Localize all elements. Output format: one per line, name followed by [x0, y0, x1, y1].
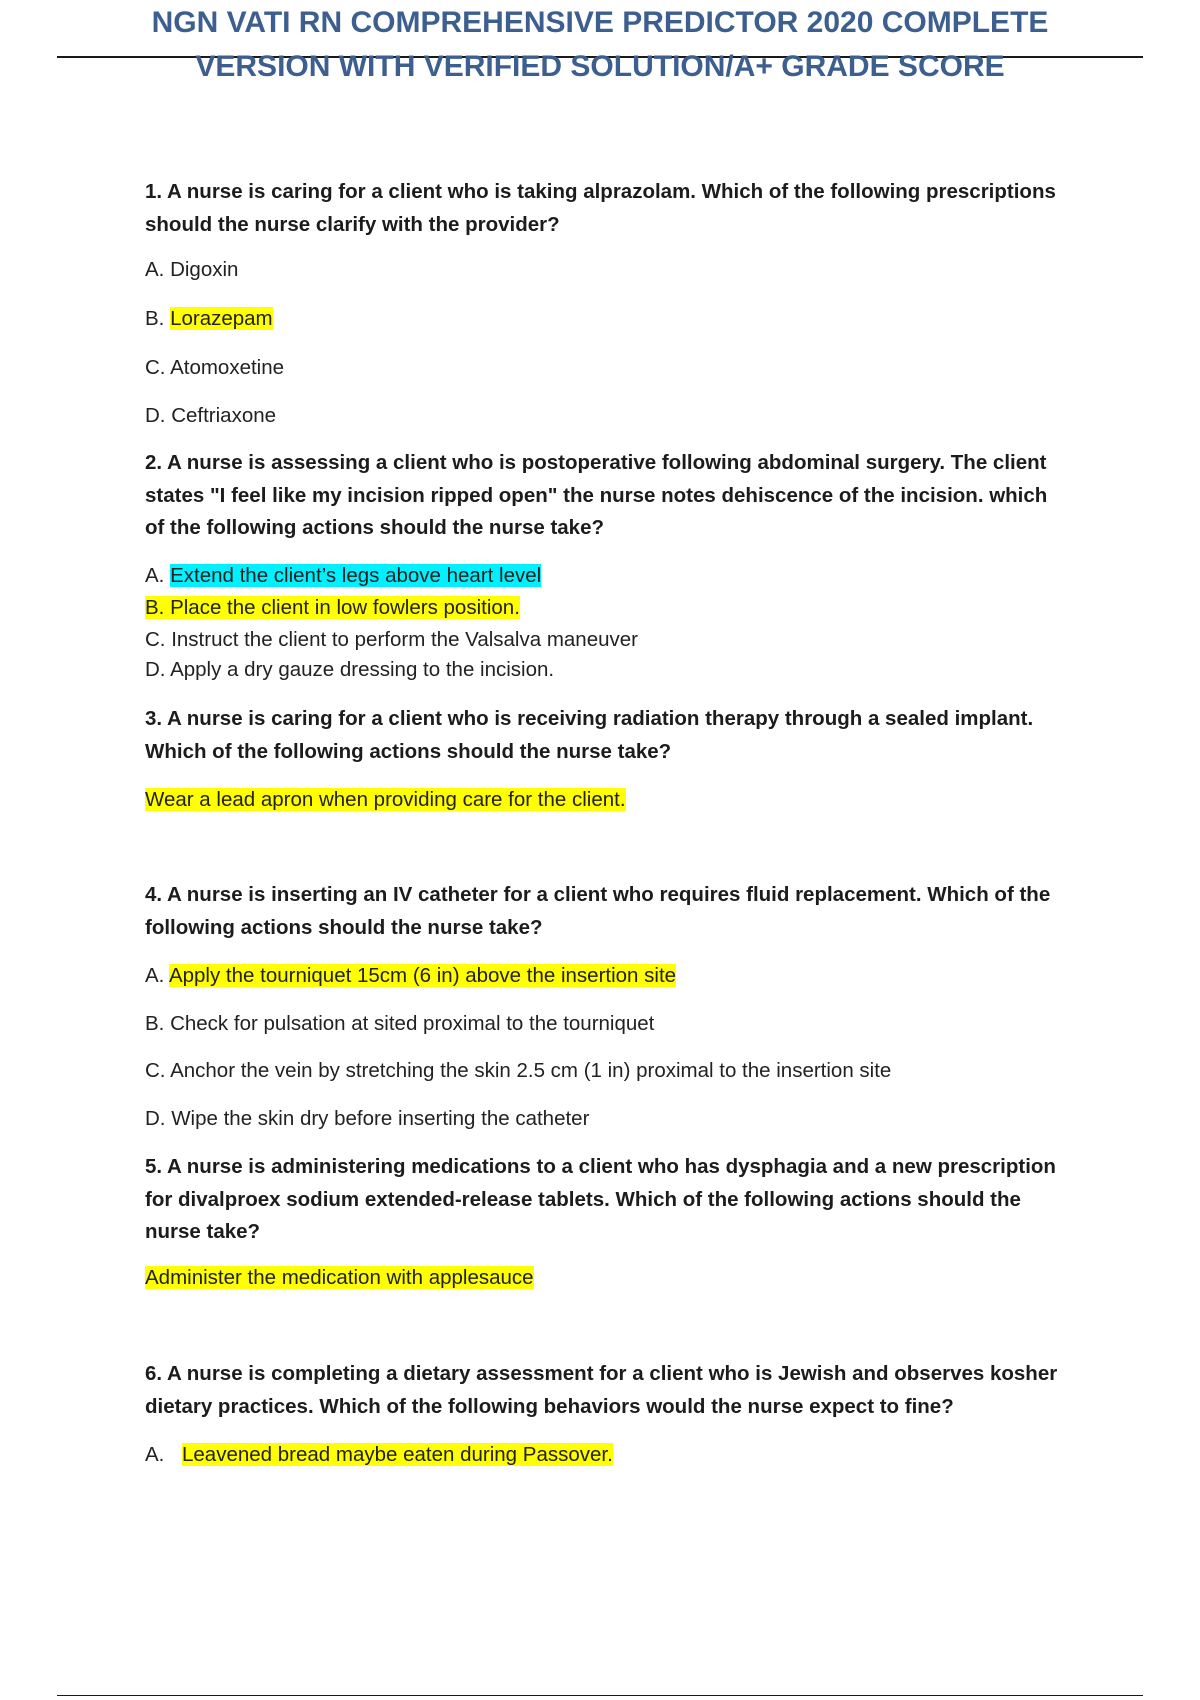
option-letter: A.	[145, 1443, 165, 1466]
answer-3	[145, 786, 626, 814]
option-text-highlighted: Place the client in low fowlers position.	[170, 596, 520, 619]
option-6a	[145, 1441, 613, 1469]
option-letter: D.	[145, 404, 166, 427]
option-text-highlighted: Apply the tourniquet 15cm (6 in) above the insertion site	[168, 964, 677, 987]
question-text-line: of the following actions should the nurse take?	[145, 516, 604, 539]
document-title-line-2: VERSION WITH VERIFIED SOLUTION/A+ GRADE SCORE	[195, 50, 1005, 83]
option-letter: B.	[145, 1012, 165, 1035]
option-2b	[145, 594, 520, 622]
question-6	[145, 1358, 1085, 1423]
option-letter: C.	[145, 356, 166, 379]
question-2	[145, 447, 1085, 545]
option-letter: A.	[145, 564, 165, 587]
option-1a	[145, 256, 238, 284]
question-text-line: states "I feel like my incision ripped open" the nurse notes dehiscence of the incision. which	[145, 483, 1048, 507]
option-4c	[145, 1057, 891, 1085]
option-1d	[145, 402, 276, 430]
question-3	[145, 703, 1085, 768]
question-text-line: 6. A nurse is completing a dietary assessment for a client who is Jewish and observes kosher	[145, 1362, 1058, 1385]
question-text-line: following actions should the nurse take?	[145, 915, 543, 939]
option-highlighted-row	[145, 596, 520, 619]
option-letter: B.	[145, 596, 165, 619]
question-text-line: nurse take?	[145, 1220, 261, 1243]
option-4d	[145, 1105, 589, 1133]
option-2a	[145, 562, 541, 590]
question-text-line: Which of the following actions should the nurse take?	[145, 739, 672, 763]
option-text: Apply a dry gauze dressing to the incision.	[170, 658, 555, 681]
option-1b	[145, 305, 273, 333]
question-text-line: 1. A nurse is caring for a client who is taking alprazolam. Which of the following prescriptions	[145, 180, 1056, 203]
option-letter: B.	[145, 307, 165, 330]
option-text: Check for pulsation at sited proximal to the tourniquet	[170, 1012, 655, 1035]
option-1c	[145, 354, 284, 382]
question-text-line: should the nurse clarify with the provider?	[145, 212, 560, 236]
question-1	[145, 176, 1085, 241]
option-letter: A.	[145, 258, 165, 281]
footer-rule	[57, 1695, 1143, 1696]
question-text-line: 3. A nurse is caring for a client who is receiving radiation therapy through a sealed implant.	[145, 707, 1034, 730]
question-text-line: for divalproex sodium extended-release tablets. Which of the following actions should the	[145, 1187, 1021, 1211]
option-letter: C.	[145, 628, 166, 651]
question-text-line: 2. A nurse is assessing a client who is postoperative following abdominal surgery. The client	[145, 451, 1047, 474]
option-text: Ceftriaxone	[171, 404, 277, 427]
option-text: Digoxin	[170, 258, 239, 281]
answer-text-highlighted: Wear a lead apron when providing care for the client.	[145, 788, 626, 811]
question-text-line: dietary practices. Which of the following behaviors would the nurse expect to fine?	[145, 1394, 954, 1418]
option-text: Instruct the client to perform the Valsalva maneuver	[171, 628, 638, 651]
option-letter: D.	[145, 658, 166, 681]
option-text-highlighted: Extend the client’s legs above heart level	[170, 564, 542, 587]
option-2d	[145, 656, 554, 684]
answer-text-highlighted: Administer the medication with applesauce	[145, 1266, 534, 1289]
option-text-highlighted: Leavened bread maybe eaten during Passover.	[182, 1443, 613, 1466]
document-title-line-1: NGN VATI RN COMPREHENSIVE PREDICTOR 2020 COMPLETE	[151, 6, 1049, 39]
question-text-line: 5. A nurse is administering medications to a client who has dysphagia and a new prescription	[145, 1155, 1056, 1178]
option-text-highlighted: Lorazepam	[170, 307, 273, 330]
option-letter: D.	[145, 1107, 166, 1130]
option-letter: A.	[145, 964, 165, 987]
option-2c	[145, 626, 638, 654]
question-text-line: 4. A nurse is inserting an IV catheter for a client who requires fluid replacement. Which of the	[145, 883, 1051, 906]
question-4	[145, 879, 1085, 944]
option-text: Atomoxetine	[170, 356, 285, 379]
option-text: Wipe the skin dry before inserting the catheter	[171, 1107, 590, 1130]
answer-5	[145, 1264, 534, 1292]
option-4b	[145, 1010, 654, 1038]
option-letter: C.	[145, 1059, 166, 1082]
option-4a	[145, 962, 676, 990]
option-text: Anchor the vein by stretching the skin 2.5 cm (1 in) proximal to the insertion site	[170, 1059, 892, 1082]
question-5	[145, 1151, 1085, 1249]
